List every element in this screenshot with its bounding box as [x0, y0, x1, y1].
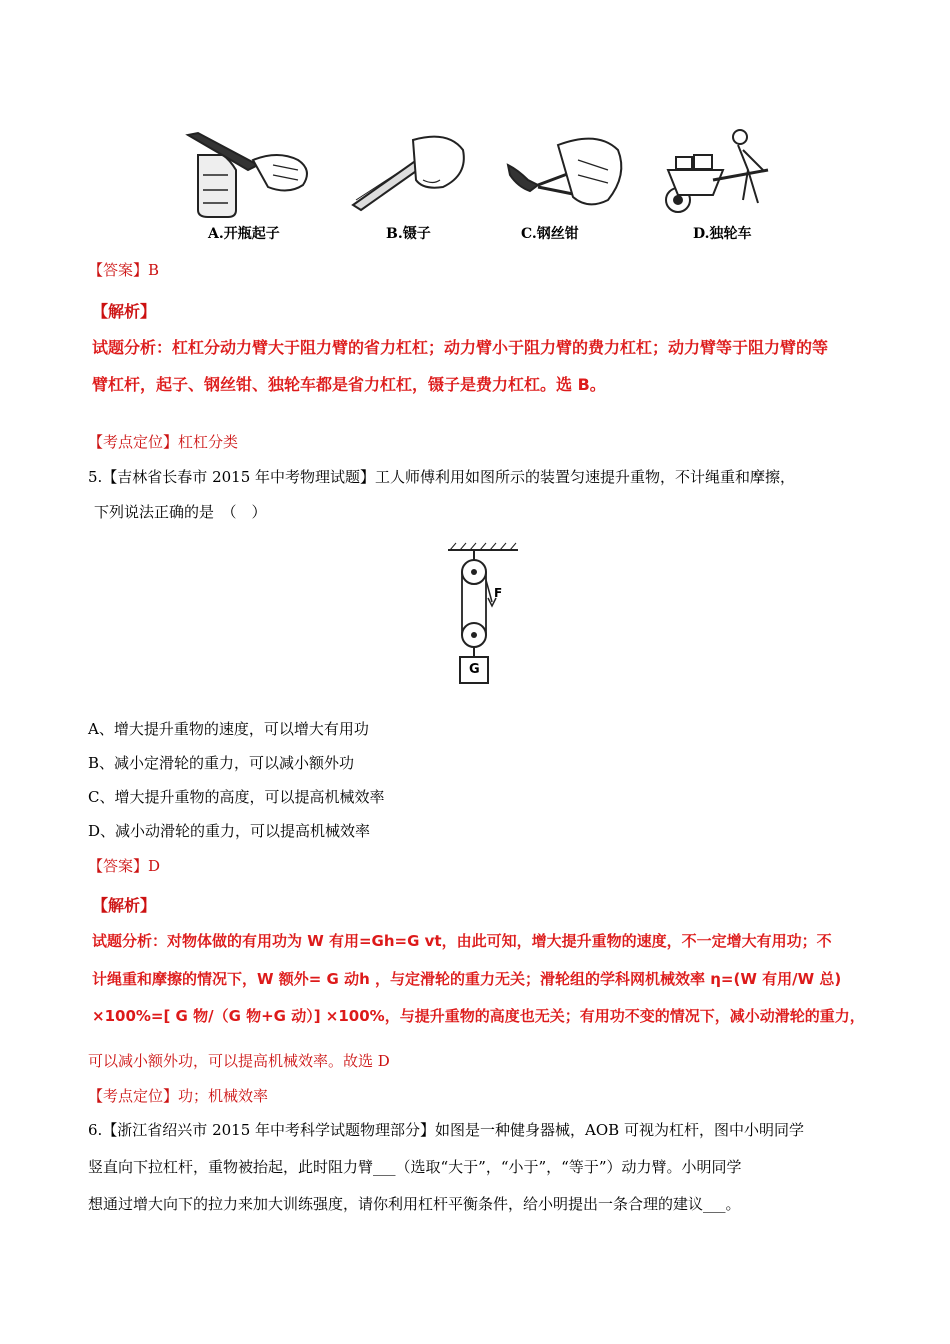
pulley-figure	[440, 540, 530, 685]
q5-stem-line-1: 5.【吉林省长春市 2015 年中考物理试题】工人师傅利用如图所示的装置匀速提升重物，不计绳重和摩擦，	[88, 468, 796, 486]
caption-d: D.独轮车	[693, 226, 752, 242]
q6-line-1: 6.【浙江省绍兴市 2015 年中考科学试题物理部分】如图是一种健身器械，AOB 可视为杠杆，图中小明同学	[88, 1121, 804, 1139]
q4-analysis-line-2: 臂杠杆，起子、钢丝钳、独轮车都是省力杠杠，镊子是费力杠杠。选 B。	[92, 375, 606, 394]
q4-point-tag: 【考点定位】杠杠分类	[88, 433, 239, 451]
q5-analysis-tag: 【解析】	[92, 896, 157, 915]
caption-b: B.镊子	[386, 226, 431, 242]
q5-analysis-line-1: 试题分析：对物体做的有用功为 W 有用=Gh=G vt，由此可知，增大提升重物的速度，不一定增大有用功；不	[92, 932, 832, 950]
q5-option-c: C、增大提升重物的高度，可以提高机械效率	[88, 788, 385, 806]
q5-answer-tag: 【答案】D	[88, 857, 161, 875]
q5-analysis-line-3: ×100%=[ G 物/（G 物+G 动）] ×100%，与提升重物的高度也无关；有用功不变的情况下，减小动滑轮的重力，	[92, 1007, 865, 1025]
q6-line-3: 想通过增大向下的拉力来加大训练强度，请你利用杠杆平衡条件，给小明提出一条合理的建议___。	[88, 1195, 741, 1213]
q5-point-tag: 【考点定位】功；机械效率	[88, 1087, 269, 1105]
q4-analysis-line-1: 试题分析：杠杠分动力臂大于阻力臂的省力杠杠；动力臂小于阻力臂的费力杠杠；动力臂等于阻力臂的等	[92, 338, 829, 357]
q6-line-2: 竖直向下拉杠杆，重物被抬起，此时阻力臂___（选取“大于”，“小于”，“等于”）动力臂。小明同学	[88, 1158, 742, 1176]
pulley-drawing	[440, 540, 530, 685]
tools-figure	[178, 125, 778, 245]
q4-answer-tag: 【答案】B	[88, 261, 160, 279]
wheelbarrow-image	[666, 130, 768, 212]
q5-analysis-line-2: 计绳重和摩擦的情况下，W 额外= G 动h ，与定滑轮的重力无关；滑轮组的学科网机械效率 η=(W 有用/W 总)	[92, 970, 842, 988]
bottle-opener-image	[188, 133, 307, 217]
q5-stem-line-2: 下列说法正确的是 （ ）	[94, 503, 267, 521]
q4-analysis-tag: 【解析】	[92, 302, 157, 321]
q5-option-a: A、增大提升重物的速度，可以增大有用功	[88, 720, 369, 738]
q5-option-b: B、减小定滑轮的重力，可以减小额外功	[88, 754, 355, 772]
pliers-image	[508, 139, 621, 205]
weight-label: G	[469, 662, 480, 677]
tools-drawing	[178, 125, 778, 220]
tweezers-image	[353, 137, 464, 210]
q5-analysis-line-4: 可以减小额外功，可以提高机械效率。故选 D	[88, 1052, 390, 1070]
caption-a: A.开瓶起子	[208, 226, 280, 242]
caption-c: C.钢丝钳	[521, 226, 579, 242]
force-label: F	[494, 586, 503, 600]
q5-option-d: D、减小动滑轮的重力，可以提高机械效率	[88, 822, 371, 840]
